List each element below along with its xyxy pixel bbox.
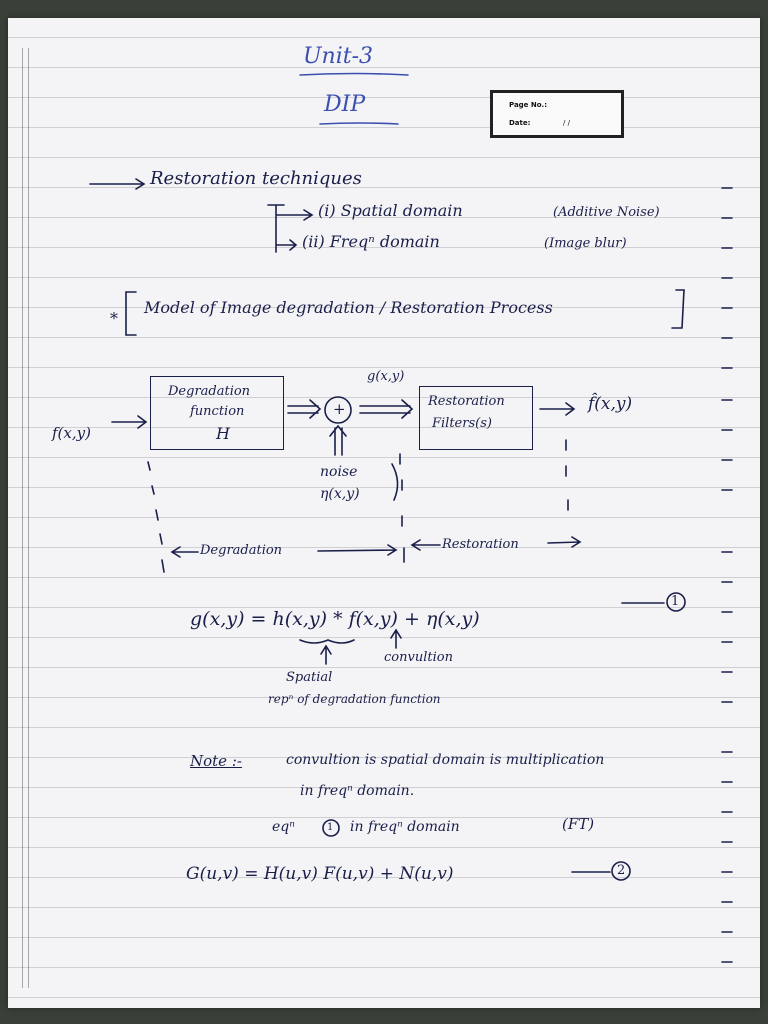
divider-dash (400, 454, 404, 562)
note-line-3-eq: eqⁿ (272, 819, 295, 835)
arrow-icon (112, 416, 146, 428)
title-underline (300, 74, 408, 76)
note-label: Note :- (190, 752, 242, 770)
divider-dash (566, 440, 568, 510)
list-item: (i) Spatial domain (318, 201, 463, 220)
annotation-spatial-rep: repⁿ of degradation function (268, 692, 441, 706)
restoration-span-label: Restoration (442, 537, 519, 552)
bracket-icon (672, 290, 684, 328)
bullet-icon: * (110, 309, 118, 328)
annotation-convolution: convultion (384, 650, 453, 665)
arrow-icon (90, 179, 144, 189)
span-arrow-icon (412, 537, 580, 550)
stamp-page-label: Page No.: (509, 101, 547, 109)
note-line-1: convultion is spatial domain is multiplication (286, 752, 605, 768)
noise-up-arrow-icon (330, 426, 346, 455)
stamp-date-marks: / / (563, 119, 570, 127)
list-item-note: (Additive Noise) (553, 205, 660, 220)
degradation-box-label: function (190, 404, 245, 419)
note-line-3-text: in freqⁿ domain (350, 819, 460, 835)
tree-bracket (268, 205, 312, 252)
stamp-date-label: Date: (509, 119, 531, 127)
intermediate-label: g(x,y) (367, 369, 405, 384)
equation-number-circle (612, 862, 630, 880)
equation-number-circle (667, 593, 685, 611)
equation-1-number: 1 (671, 594, 680, 609)
degradation-box-label: H (216, 424, 230, 443)
note-line-3-ft: (FT) (562, 815, 595, 833)
brace-icon (300, 640, 354, 643)
noise-symbol: η(x,y) (320, 486, 360, 502)
arrow-icon (540, 403, 574, 415)
note-line-2: in freqⁿ domain. (300, 783, 415, 799)
annotation-arrow-icon (391, 630, 401, 648)
adder-symbol: + (333, 400, 346, 418)
double-arrow-icon (288, 400, 320, 418)
diagram-output-label: f̂(x,y) (588, 394, 633, 414)
equation-1: g(x,y) = h(x,y) * f(x,y) + η(x,y) (190, 608, 480, 630)
page-title: Unit-3 (303, 44, 374, 69)
section-heading-model: Model of Image degradation / Restoration Process (144, 298, 553, 317)
degradation-span-label: Degradation (200, 543, 283, 558)
noise-label: noise (320, 464, 358, 480)
list-item-note: (Image blur) (544, 236, 627, 251)
restoration-box-label: Restoration (428, 394, 505, 409)
diagram-input-label: f(x,y) (52, 424, 91, 442)
divider-dash (148, 462, 164, 572)
annotation-arrow-icon (321, 646, 331, 664)
equation-2-number: 2 (617, 863, 626, 878)
restoration-box-label: Filters(s) (432, 416, 492, 431)
margin-ticks (722, 188, 732, 962)
subtitle-underline (320, 123, 398, 124)
span-arrow-icon (172, 545, 396, 557)
degradation-box-label: Degradation (168, 384, 251, 399)
list-item: (ii) Freqⁿ domain (302, 232, 440, 251)
equation-ref-circle (323, 820, 339, 836)
note-line-3-circle-number: 1 (327, 822, 334, 833)
page-subtitle: DIP (324, 92, 366, 117)
section-heading-restoration: Restoration techniques (150, 168, 362, 189)
annotation-spatial: Spatial (286, 670, 333, 685)
adder-circle (325, 397, 351, 423)
bracket-icon (126, 292, 136, 335)
equation-2: G(u,v) = H(u,v) F(u,v) + N(u,v) (186, 864, 454, 884)
double-arrow-icon (360, 400, 412, 418)
bracket-icon (392, 464, 398, 500)
